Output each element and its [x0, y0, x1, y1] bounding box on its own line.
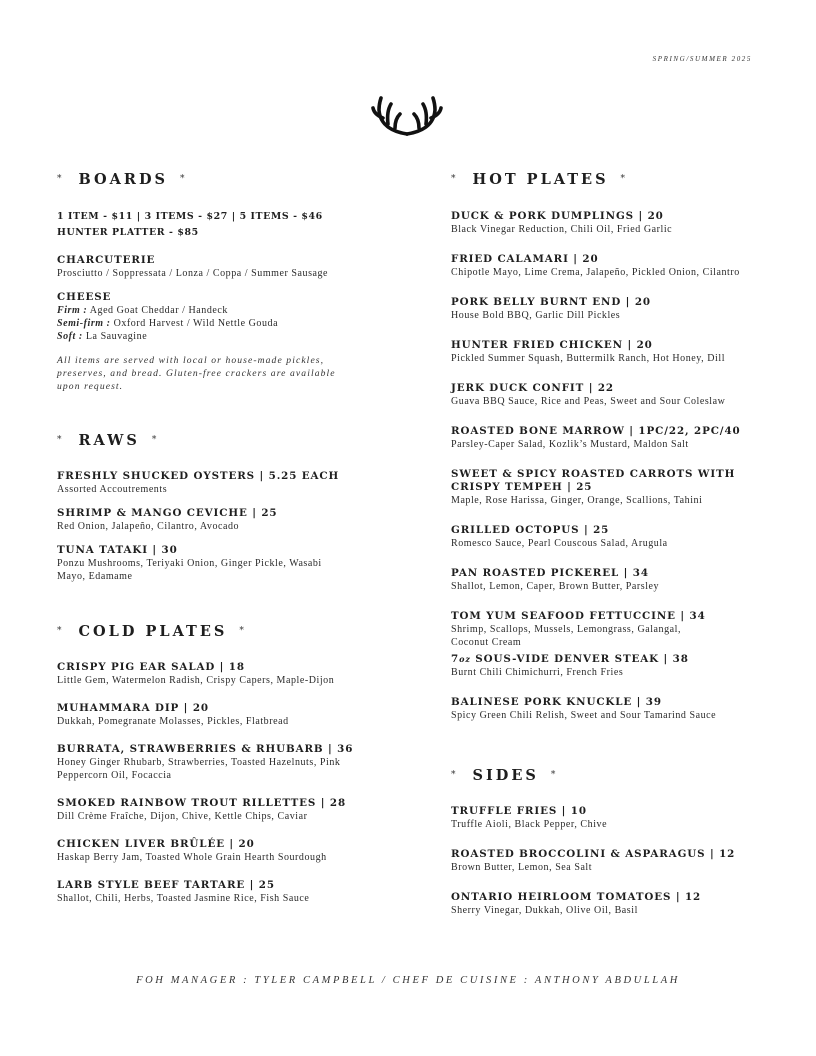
section-marker: *: [57, 626, 65, 636]
item-description: Dukkah, Pomegranate Molasses, Pickles, Flatbread: [57, 716, 289, 727]
menu-item: [451, 891, 791, 917]
item-title: CRISPY PIG EAR SALAD | 18: [57, 661, 245, 673]
boards-note: All items are served with local or house-made pickles, preserves, and bread. Gluten-free crackers are available upon request.: [57, 355, 336, 392]
item-title: TRUFFLE FRIES | 10: [451, 805, 587, 817]
item-title: JERK DUCK CONFIT | 22: [451, 382, 614, 394]
item-title: TUNA TATAKI | 30: [57, 544, 178, 556]
item-description: Haskap Berry Jam, Toasted Whole Grain Hearth Sourdough: [57, 852, 327, 863]
section-title-boards: * BOARDS *: [57, 170, 188, 188]
menu-item: [451, 468, 751, 507]
cheese-firm-line: Firm : Aged Goat Cheddar / Handeck: [57, 305, 228, 316]
section-title-sides: * SIDES *: [451, 766, 559, 784]
item-description: Shallot, Lemon, Caper, Brown Butter, Parsley: [451, 581, 660, 592]
section-title-cold-plates: * COLD PLATES *: [57, 622, 247, 640]
cheese-soft-line: Soft : La Sauvagine: [57, 331, 148, 342]
item-description: Truffle Aioli, Black Pepper, Chive: [451, 819, 608, 830]
menu-item: [57, 743, 357, 782]
section-marker: *: [620, 174, 629, 184]
item-title: SMOKED RAINBOW TROUT RILLETTES | 28: [57, 797, 347, 809]
item-description: Sherry Vinegar, Dukkah, Olive Oil, Basil: [451, 905, 638, 916]
item-description: Dill Crème Fraîche, Dijon, Chive, Kettle Chips, Caviar: [57, 811, 308, 822]
menu-item: [451, 567, 791, 593]
section-marker: *: [180, 174, 188, 184]
menu-item: [451, 696, 791, 722]
item-description: Prosciutto / Soppressata / Lonza / Coppa / Summer Sausage: [57, 268, 329, 279]
section-marker: *: [451, 770, 459, 780]
section-marker: *: [151, 435, 160, 445]
menu-item: [57, 702, 407, 728]
item-description: Romesco Sauce, Pearl Couscous Salad, Arugula: [451, 538, 668, 549]
section-marker: *: [239, 626, 247, 636]
item-description: Shallot, Chili, Herbs, Toasted Jasmine Rice, Fish Sauce: [57, 893, 310, 904]
menu-item: [451, 382, 791, 408]
menu-item: [57, 507, 407, 533]
right-column: [451, 170, 791, 917]
item-description: Red Onion, Jalapeño, Cilantro, Avocado: [57, 521, 240, 532]
menu-item: [57, 879, 407, 905]
item-title: 7oz SOUS-VIDE DENVER STEAK | 38: [451, 653, 689, 665]
item-title: PAN ROASTED PICKEREL | 34: [451, 567, 649, 579]
menu-item: [451, 610, 721, 649]
item-title: BALINESE PORK KNUCKLE | 39: [451, 696, 662, 708]
item-title: ROASTED BONE MARROW | 1PC/22, 2PC/40: [451, 425, 741, 437]
item-title: SWEET & SPICY ROASTED CARROTS WITH CRISPY TEMPEH | 25: [451, 468, 736, 493]
menu-item: [57, 544, 327, 583]
item-description: Guava BBQ Sauce, Rice and Peas, Sweet and Sour Coleslaw: [451, 396, 726, 407]
section-marker: *: [57, 435, 65, 445]
section-marker: *: [550, 770, 559, 780]
boards-platter-price: HUNTER PLATTER - $85: [57, 227, 199, 238]
item-title: ROASTED BROCCOLINI & ASPARAGUS | 12: [451, 848, 736, 860]
item-description: Maple, Rose Harissa, Ginger, Orange, Scallions, Tahini: [451, 495, 703, 506]
item-title: FRESHLY SHUCKED OYSTERS | 5.25 EACH: [57, 470, 340, 482]
item-title: CHEESE: [57, 291, 112, 303]
item-description: Spicy Green Chili Relish, Sweet and Sour Tamarind Sauce: [451, 710, 717, 721]
item-description: Burnt Chili Chimichurri, French Fries: [451, 667, 624, 678]
item-title: ONTARIO HEIRLOOM TOMATOES | 12: [451, 891, 702, 903]
menu-item: [57, 254, 407, 280]
staff-footer: FOH MANAGER : TYLER CAMPBELL / CHEF DE CUISINE : ANTHONY ABDULLAH: [136, 975, 680, 986]
item-title: MUHAMMARA DIP | 20: [57, 702, 209, 714]
item-description: Black Vinegar Reduction, Chili Oil, Fried Garlic: [451, 224, 673, 235]
item-description: Shrimp, Scallops, Mussels, Lemongrass, Galangal, Coconut Cream: [451, 624, 681, 648]
boards-price-line: 1 ITEM - $11 | 3 ITEMS - $27 | 5 ITEMS - $46: [57, 211, 323, 222]
left-column: [57, 170, 407, 905]
menu-item: [451, 339, 791, 365]
menu-item: [57, 661, 407, 687]
menu-item: [451, 805, 791, 831]
item-description: House Bold BBQ, Garlic Dill Pickles: [451, 310, 621, 321]
menu-item: [451, 653, 791, 679]
section-marker: *: [57, 174, 65, 184]
item-title: SHRIMP & MANGO CEVICHE | 25: [57, 507, 278, 519]
item-title: HUNTER FRIED CHICKEN | 20: [451, 339, 653, 351]
item-title: GRILLED OCTOPUS | 25: [451, 524, 610, 536]
item-description: Ponzu Mushrooms, Teriyaki Onion, Ginger Pickle, Wasabi Mayo, Edamame: [57, 558, 322, 582]
menu-item: [57, 797, 407, 823]
item-title: PORK BELLY BURNT END | 20: [451, 296, 651, 308]
menu-item: [451, 210, 791, 236]
item-description: Brown Butter, Lemon, Sea Salt: [451, 862, 593, 873]
antlers-logo: [370, 96, 444, 140]
season-label: SPRING/SUMMER 2025: [652, 55, 752, 63]
item-description: Assorted Accoutrements: [57, 484, 168, 495]
item-description: Little Gem, Watermelon Radish, Crispy Capers, Maple-Dijon: [57, 675, 335, 686]
item-title: FRIED CALAMARI | 20: [451, 253, 599, 265]
menu-item: [57, 470, 407, 496]
menu-item: [451, 848, 791, 874]
item-description: Pickled Summer Squash, Buttermilk Ranch, Hot Honey, Dill: [451, 353, 726, 364]
item-description: Honey Ginger Rhubarb, Strawberries, Toasted Hazelnuts, Pink Peppercorn Oil, Focaccia: [57, 757, 341, 781]
item-title: DUCK & PORK DUMPLINGS | 20: [451, 210, 664, 222]
item-title: TOM YUM SEAFOOD FETTUCCINE | 34: [451, 610, 706, 622]
menu-item: [57, 838, 407, 864]
menu-item: [451, 253, 791, 279]
section-marker: *: [451, 174, 459, 184]
section-title-hot-plates: * HOT PLATES *: [451, 170, 629, 188]
item-description: Parsley-Caper Salad, Kozlik’s Mustard, Maldon Salt: [451, 439, 689, 450]
cheese-semi-firm-line: Semi-firm : Oxford Harvest / Wild Nettle Gouda: [57, 318, 279, 329]
item-title: CHICKEN LIVER BRÛLÉE | 20: [57, 838, 255, 850]
menu-item: [451, 296, 791, 322]
item-title: CHARCUTERIE: [57, 254, 156, 266]
menu-item: [451, 524, 791, 550]
menu-item: [57, 291, 407, 343]
item-title: LARB STYLE BEEF TARTARE | 25: [57, 879, 275, 891]
item-title: BURRATA, STRAWBERRIES & RHUBARB | 36: [57, 743, 354, 755]
item-description: Chipotle Mayo, Lime Crema, Jalapeño, Pickled Onion, Cilantro: [451, 267, 740, 278]
section-title-raws: * RAWS *: [57, 431, 160, 449]
menu-item: [451, 425, 791, 451]
